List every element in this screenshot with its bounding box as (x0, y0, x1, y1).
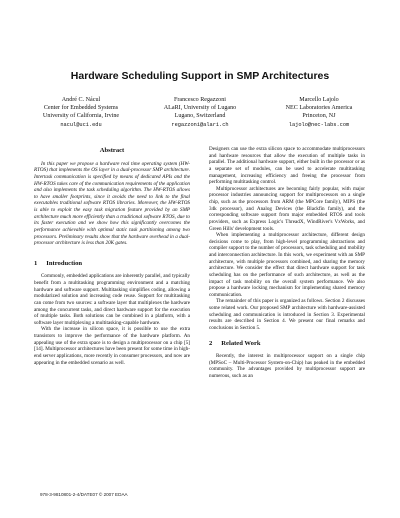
paragraph: When implementing a multiprocessor architecture, different design decisions come to play, from high-level programming abstractions and compiler support to the number of processors, task scheduling and mobility and interconnection architecture. In this work, we experiment with an SMP architecture, with multiple processors combined, and sharing the memory architecture. We consider the effect that direct hardware support for task scheduling has on the performance of such architecture, as well as the impact of task mobility on the overall system performance. We also propose a hardware locking mechanism for implementing shared memory communication. (209, 232, 365, 298)
author-affiliation: NEC Laboratories America (285, 105, 353, 112)
author-name: Marcello Lajolo (299, 97, 339, 103)
section-title: Related Work (221, 339, 261, 347)
author-institution: Princeton, NJ (302, 113, 336, 120)
author-email: lajolo@nec-labs.com (288, 121, 350, 128)
author-institution: University of California, Irvine (42, 113, 120, 120)
abstract-text: In this paper we propose a hardware real time operating system (HW-RTOS) that implements the OS layer in a dual-processor SMP architecture. Intertask communication is specified by means of dedicated APIs and the HW-RTOS takes care of the communication requirements of the application and also implements the task scheduling algorithm. The HW-RTOS allows to have smaller footprints, since it avoids the need to link to the final executables traditional software RTOS libraries. Moreover, the HW-RTOS is able to exploit the easy task migration feature provided by an SMP architecture much more efficiently than a traditional software RTOS, due to its faster execution and we show how this significantly overcomes the performance achievable with optimal static task partitioning among two processors. Preliminary results show that the hardware overhead in a dual-processor architecture is less than 20K gates. (34, 160, 190, 247)
paragraph: Multiprocessor architectures are becoming fairly popular, with major processor industries announcing support for multiprocessors on a single chip, such as the processors from ARM (the MPCore family), MIPS (the 34k processor), and Analog Devices (the Blackfin family), and the corresponding software support from major embedded RTOS and tools providers, such as Express Logic's ThreadX, WindRiver's VxWorks, and Green Hills' development tools. (209, 185, 365, 232)
abstract-heading: Abstract (99, 147, 125, 154)
section-title: Introduction (46, 259, 83, 267)
paragraph: Commonly, embedded applications are inherently parallel, and typically benefit from a multitasking programming environment and a matching hardware and software support. Multitasking simplifies coding, allowing a modularized solution and increasing code reuse. Support for multitasking can come from two sources: a software layer that multiplexes the hardware among the concurrent tasks, and direct hardware support for the execution of multiple tasks. Both solutions can be combined in a platform, with a software layer multiplexing a multitasking-capable hardware. (34, 273, 190, 326)
paragraph: The remainder of this paper is organized as follows. Section 2 discusses some related work. Our proposed SMP architecture with hardware-assisted scheduling and communication is introduced in Section 3. Experimental results are described in Section 4. We present our final remarks and conclusions in Section 5. (209, 298, 365, 331)
author-name: Francesco Regazzoni (174, 97, 226, 103)
author-2 (141, 96, 259, 129)
author-3 (260, 96, 378, 129)
author-affiliation: Center for Embedded Systems (43, 105, 119, 112)
author-name: André C. Nácul (61, 97, 101, 103)
author-1 (22, 96, 140, 129)
author-email: regazzoni@alari.ch (171, 121, 229, 128)
author-institution: Lugano, Switzerland (174, 113, 226, 120)
right-column (209, 146, 365, 380)
paragraph: Recently, the interest in multiprocessor support on a single chip (MPSoC – Multi-Processor System-on-Chip) has peaked in the embedded community. The advantages provided by multiprocessor support are numerous, such as an (209, 353, 365, 379)
paragraph: With the increase in silicon space, it is possible to use the extra transistors to improve the performance of the hardware platform. An appealing use of the extra space is to design a multiprocessor on a chip [5] [14]. Multiprocessor architectures have been present for some time in high-end server applications, more recently in consumer processors, and now are appearing in the embedded scenario as well. (34, 326, 190, 366)
paragraph: Designers can use the extra silicon space to accommodate multiprocessors and hardware resources that allow the execution of multiple tasks in parallel. The additional hardware support, either built in the processor or as a separate set of modules, can be used to accelerate multitasking management, increasing efficiency and freeing the processor from performing multitasking control. (209, 146, 365, 186)
section-number: 1 (34, 259, 38, 267)
author-email: nacul@uci.edu (60, 121, 102, 128)
paper-title: Hardware Scheduling Support in SMP Architectures (70, 70, 330, 82)
section-heading (34, 261, 190, 268)
left-column (34, 146, 190, 366)
section-number: 2 (209, 339, 213, 347)
copyright-footer: 978-3-9810801-2-4/DATE07 © 2007 EDAA (40, 492, 128, 497)
author-block (22, 96, 378, 129)
author-affiliation: ALaRI, University of Lugano (163, 105, 237, 112)
section-heading (209, 341, 365, 348)
